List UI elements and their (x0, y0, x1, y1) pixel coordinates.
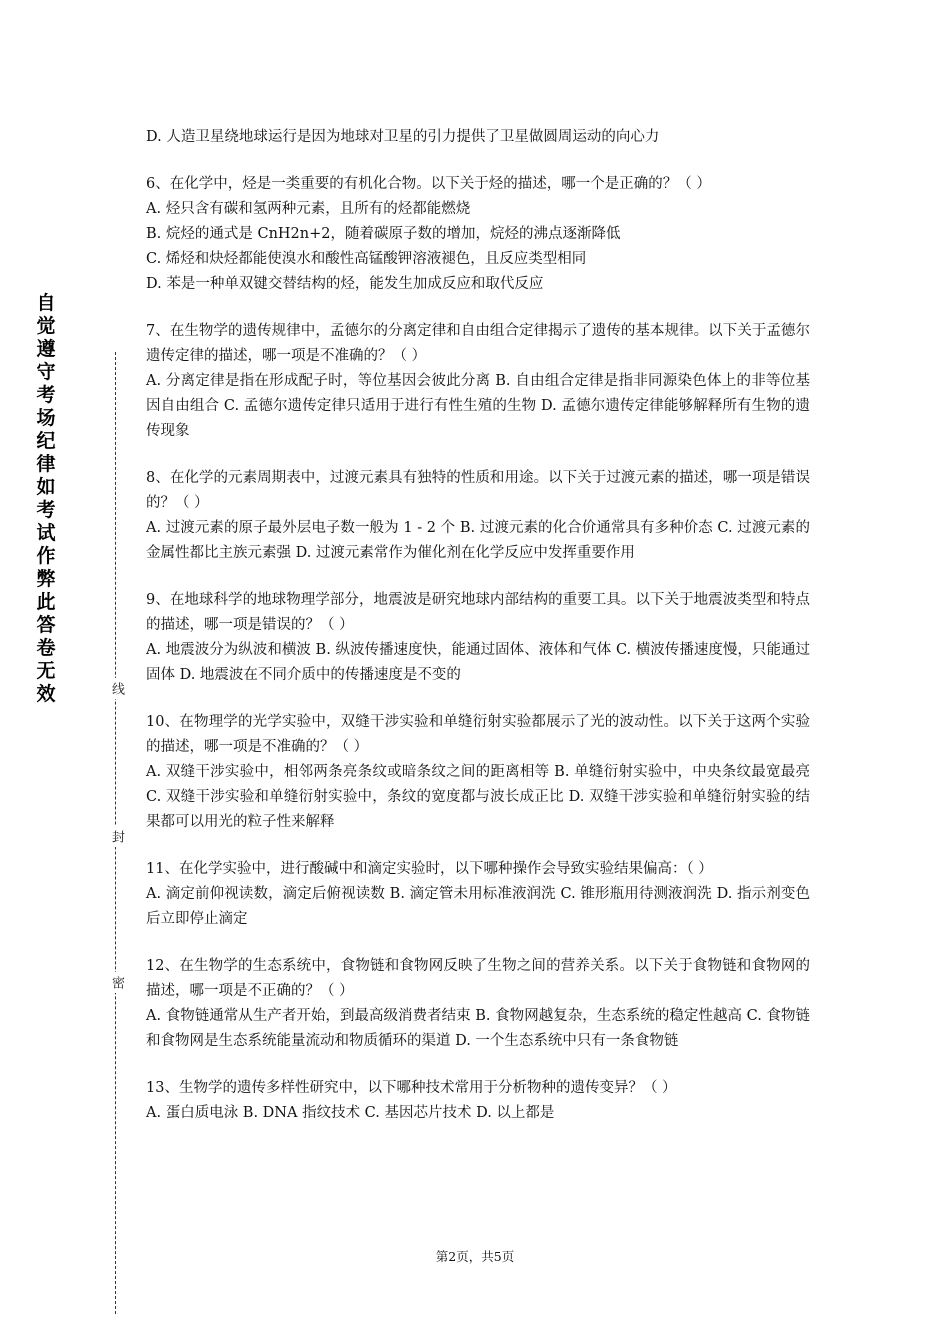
question-12 (146, 954, 810, 1054)
option-a: A. 烃只含有碳和氢两种元素，且所有的烃都能燃烧 (146, 201, 471, 217)
question-10 (146, 710, 810, 835)
question-content (146, 125, 810, 1126)
question-stem: 7、在生物学的遗传规律中，孟德尔的分离定律和自由组合定律揭示了遗传的基本规律。以下关于孟德尔遗传定律的描述，哪一项是不准确的？（ ） (146, 323, 810, 364)
binding-label-seal: 封 (106, 826, 126, 847)
question-options: A. 蛋白质电泳 B. DNA 指纹技术 C. 基因芯片技术 D. 以上都是 (146, 1105, 555, 1121)
option-b: B. 烷烃的通式是 CnH2n+2，随着碳原子数的增加，烷烃的沸点逐渐降低 (146, 226, 621, 242)
question-stem: 12、在生物学的生态系统中，食物链和食物网反映了生物之间的营养关系。以下关于食物链和食物网的描述，哪一项是不正确的？（ ） (146, 958, 810, 999)
question-options: A. 食物链通常从生产者开始，到最高级消费者结束 B. 食物网越复杂，生态系统的稳定性越高 C. 食物链和食物网是生态系统能量流动和物质循环的渠道 D. 一个生态系统中只有一条食物链 (146, 1008, 810, 1049)
question-6 (146, 172, 810, 297)
question-stem: 11、在化学实验中，进行酸碱中和滴定实验时，以下哪种操作会导致实验结果偏高：（ ） (146, 861, 713, 877)
question-stem: 6、在化学中，烃是一类重要的有机化合物。以下关于烃的描述，哪一个是正确的？（ ） (146, 176, 711, 192)
option-d: D. 苯是一种单双键交替结构的烃，能发生加成反应和取代反应 (146, 276, 544, 292)
question-9 (146, 588, 810, 688)
question-options: A. 地震波分为纵波和横波 B. 纵波传播速度快，能通过固体、液体和气体 C. 横波传播速度慢，只能通过固体 D. 地震波在不同介质中的传播速度是不变的 (146, 642, 810, 683)
question-stem: 13、生物学的遗传多样性研究中，以下哪种技术常用于分析物种的遗传变异？（ ） (146, 1080, 677, 1096)
option-c: C. 烯烃和炔烃都能使溴水和酸性高锰酸钾溶液褪色，且反应类型相同 (146, 251, 587, 267)
question-options: A. 分离定律是指在形成配子时，等位基因会彼此分离 B. 自由组合定律是指非同源染色体上的非等位基因自由组合 C. 孟德尔遗传定律只适用于进行有性生殖的生物 D. 孟德尔遗传定律能够解释所有生物的遗传现象 (146, 373, 810, 439)
question-8 (146, 466, 810, 566)
page-number: 第2页，共5页 (435, 1249, 515, 1264)
question-7 (146, 319, 810, 444)
question-options: A. 双缝干涉实验中，相邻两条亮条纹或暗条纹之间的距离相等 B. 单缝衍射实验中，中央条纹最宽最亮 C. 双缝干涉实验和单缝衍射实验中，条纹的宽度都与波长成正比 D. 双缝干涉实验和单缝衍射实验的结果都可以用光的粒子性来解释 (146, 764, 810, 830)
question-13 (146, 1076, 810, 1126)
question-stem: 10、在物理学的光学实验中，双缝干涉实验和单缝衍射实验都展示了光的波动性。以下关于这两个实验的描述，哪一项是不准确的？（ ） (146, 714, 810, 755)
continued-option: D. 人造卫星绕地球运行是因为地球对卫星的引力提供了卫星做圆周运动的向心力 (146, 129, 660, 145)
binding-label-line: 线 (106, 678, 126, 699)
question-stem: 8、在化学的元素周期表中，过渡元素具有独特的性质和用途。以下关于过渡元素的描述，哪一项是错误的？（ ） (146, 470, 810, 511)
question-stem: 9、在地球科学的地球物理学部分，地震波是研究地球内部结构的重要工具。以下关于地震波类型和特点的描述，哪一项是错误的？（ ） (146, 592, 810, 633)
question-options: A. 滴定前仰视读数，滴定后俯视读数 B. 滴定管未用标准液润洗 C. 锥形瓶用待测液润洗 D. 指示剂变色后立即停止滴定 (146, 886, 810, 927)
question-11 (146, 857, 810, 932)
binding-label-secret: 密 (106, 972, 126, 993)
exam-discipline-warning: 自觉遵守考场纪律如考试作弊此答卷无效 (36, 292, 56, 705)
question-options: A. 过渡元素的原子最外层电子数一般为 1 - 2 个 B. 过渡元素的化合价通常具有多种价态 C. 过渡元素的金属性都比主族元素强 D. 过渡元素常作为催化剂在化学反应中发挥重要作用 (146, 520, 810, 561)
